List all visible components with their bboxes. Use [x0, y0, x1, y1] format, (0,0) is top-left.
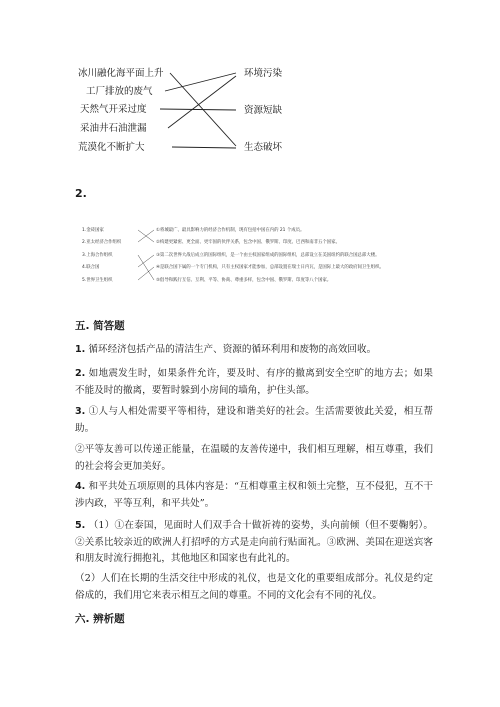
match1-right-3: 生态破坏: [244, 142, 283, 153]
match2-line-3: [138, 255, 154, 280]
matching2-connector-lines: [138, 230, 154, 280]
section-6-title: 六. 辨析题: [75, 613, 125, 625]
match2-right-2: ②构建更紧密、更全面、更牢固的伙伴关系，包含中国、俄罗斯、印度、巴西和南非五个国家。: [156, 240, 340, 245]
answer-2-text: 如地震发生时，如果条件允许，要及时、有序的撤离到安全空旷的地方去；如果不能及时的撤离，要暂时躲到小房间的墙角，护住头部。: [75, 368, 433, 396]
match2-left-2: 2.亚太经济合作组织: [82, 240, 122, 245]
answer-2-number: 2.: [75, 368, 86, 379]
match1-line-5: [172, 147, 236, 148]
answer-4-text: 和平共处五项原则的具体内容是：“互相尊重主权和领土完整，互不侵犯，互不干涉内政，平等互利，和平共处”。: [75, 481, 433, 509]
matching1-connector-lines: [160, 73, 236, 148]
answer-4: [75, 479, 433, 512]
answer-3-number: 3.: [75, 406, 86, 417]
answer-5-number: 5.: [75, 520, 86, 531]
match1-right-1: 环境污染: [244, 68, 283, 79]
matching-diagram-1: [0, 0, 500, 170]
answer-5: [75, 518, 433, 568]
match2-left-1: 1.金砖国家: [82, 228, 104, 233]
answer-3-part-2: [75, 442, 433, 475]
matching1-left-column: [78, 67, 164, 153]
match1-right-2: 资源短缺: [244, 105, 283, 116]
match1-left-1: 冰川融化海平面上升: [78, 68, 164, 79]
section-5-title: 五. 简答题: [75, 320, 125, 332]
match2-left-4: 4.联合国: [82, 265, 100, 270]
match1-left-2: 工厂排放的废气: [86, 86, 153, 97]
answer-1: [75, 342, 433, 359]
match2-right-4: ④是联合国下属的一个专门机构，只有主权国家才能参加，总部设置在瑞士日内瓦，是国际上最大的政府间卫生组织。: [156, 265, 384, 270]
answer-2: [75, 366, 433, 399]
matching1-right-column: [244, 67, 283, 153]
match2-left-3: 3.上海合作组织: [82, 253, 113, 258]
match1-line-3: [160, 109, 236, 110]
match2-right-1: ①将城最广、最具影响力的经济合作机制，现有包括中国在内的 21 个成员。: [156, 228, 305, 233]
match2-right-5: ⑤倡导和践行互信、互利、平等、协商、尊重多样，包含中国、俄罗斯、印度等八个国家。: [156, 278, 332, 283]
answer-3-part-2-text: ②平等友善可以传递正能量，在温暖的友善传递中，我们相互理解，相互尊重，我们的社会将会更加美好。: [75, 444, 433, 472]
match2-left-5: 5.世界卫生组织: [82, 278, 113, 283]
answer-1-text: 循环经济包括产品的清洁生产、资源的循环利用和废物的高效回收。: [88, 344, 377, 355]
match2-line-5: [138, 267, 154, 280]
answer-4-number: 4.: [75, 481, 86, 492]
matching-diagram-2: [80, 220, 480, 300]
matching2-right-column: [156, 226, 384, 283]
match2-line-4: [138, 255, 154, 267]
answer-3: [75, 404, 433, 437]
match2-right-3: ③第二次世界大战后成立的国际组织，是一个由主权国家组成的国际组织，总部设立在美国纽约的联合国总部大楼。: [156, 253, 380, 258]
match1-line-4: [168, 76, 236, 128]
answer-5-text: （1）①在泰国，见面时人们双手合十做祈祷的姿势，头向前倾（但不要鞠躬）。②关系比较亲近的欧洲人打招呼的方式是走向前行贴面礼。③欧洲、美国在迎送宾客和朋友时流行拥抱礼，其他地区和国家也有此礼的。: [75, 520, 433, 564]
question-2-number: 2.: [75, 187, 87, 200]
match1-left-5: 荒漠化不断扩大: [78, 142, 145, 153]
answer-3-text: ①人与人相处需要平等相待，建设和谐美好的社会。生活需要彼此关爱，相互帮助。: [75, 406, 433, 434]
match1-left-3: 天然气开采过度: [80, 104, 147, 115]
matching2-left-column: [82, 226, 122, 283]
answer-5-part-2-text: （2）人们在长期的生活交往中形成的礼仪，也是文化的重要组成部分。礼仪是约定俗成的，我们用它来表示相互之间的尊重。不同的文化会有不同的礼仪。: [75, 573, 433, 601]
answer-5-part-2: [75, 571, 433, 604]
answer-1-number: 1.: [75, 344, 86, 355]
match1-line-2: [165, 73, 236, 91]
match1-left-4: 采油井石油泄漏: [80, 123, 147, 134]
